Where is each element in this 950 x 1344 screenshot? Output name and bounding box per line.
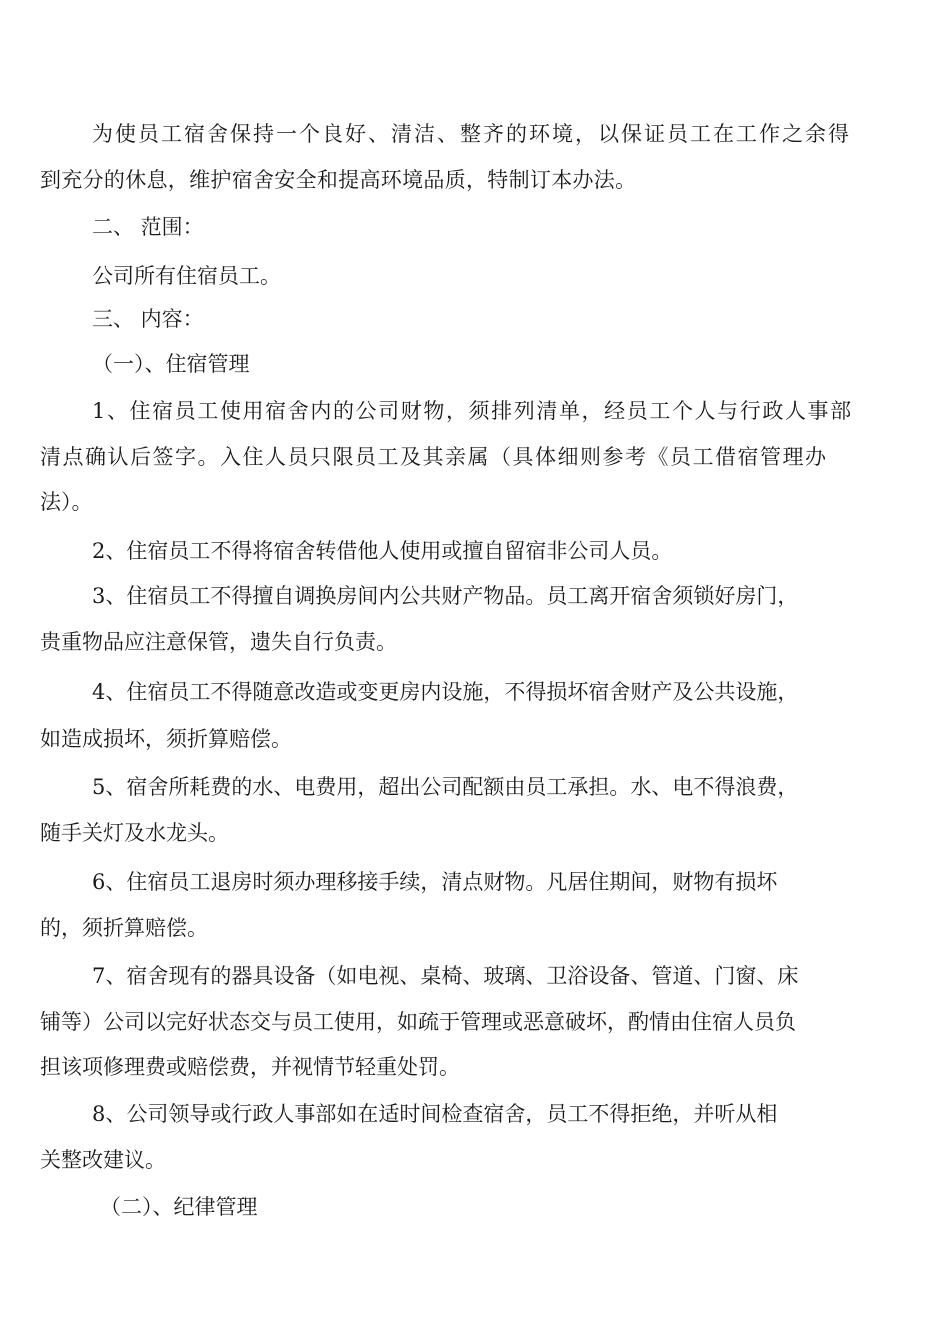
text-line: 1、住宿员工使用宿舍内的公司财物，须排列清单，经员工个人与行政人事部 xyxy=(92,399,853,423)
text-line: 的，须折算赔偿。 xyxy=(40,916,208,940)
text-line: 6、住宿员工退房时须办理移接手续，清点财物。凡居住期间，财物有损坏 xyxy=(92,870,778,894)
text-line: 法）。 xyxy=(40,490,93,514)
text-line: 如造成损坏，须折算赔偿。 xyxy=(40,727,292,751)
text-line: 4、住宿员工不得随意改造或变更房内设施，不得损坏宿舍财产及公共设施， xyxy=(92,680,799,704)
section-heading: 二、 范围： xyxy=(92,215,204,239)
text-line: 铺等）公司以完好状态交与员工使用，如疏于管理或恶意破坏，酌情由住宿人员负 xyxy=(40,1010,796,1034)
text-line: 随手关灯及水龙头。 xyxy=(40,821,229,845)
text-line: 公司所有住宿员工。 xyxy=(92,264,281,288)
text-line: 3、住宿员工不得擅自调换房间内公共财产物品。员工离开宿舍须锁好房门， xyxy=(92,584,799,608)
section-heading: 三、 内容： xyxy=(92,307,204,331)
subsection-heading: （一）、住宿管理 xyxy=(92,352,250,376)
text-line: 5、宿舍所耗费的水、电费用，超出公司配额由员工承担。水、电不得浪费， xyxy=(92,775,799,799)
subsection-heading: （二）、纪律管理 xyxy=(100,1195,258,1219)
text-line: 7、宿舍现有的器具设备（如电视、桌椅、玻璃、卫浴设备、管道、门窗、床 xyxy=(92,964,799,988)
text-line: 8、公司领导或行政人事部如在适时间检查宿舍，员工不得拒绝，并听从相 xyxy=(92,1102,778,1126)
text-line: 到充分的休息，维护宿舍安全和提高环境品质，特制订本办法。 xyxy=(40,168,637,192)
text-line: 担该项修理费或赔偿费，并视情节轻重处罚。 xyxy=(40,1055,460,1079)
text-line: 2、住宿员工不得将宿舍转借他人使用或擅自留宿非公司人员。 xyxy=(92,539,673,563)
text-line: 为使员工宿舍保持一个良好、清洁、整齐的环境，以保证员工在工作之余得 xyxy=(92,122,851,146)
text-line: 贵重物品应注意保管，遗失自行负责。 xyxy=(40,630,397,654)
text-line: 关整改建议。 xyxy=(40,1148,166,1172)
text-line: 清点确认后签字。入住人员只限员工及其亲属（具体细则参考《员工借宿管理办 xyxy=(40,445,828,469)
